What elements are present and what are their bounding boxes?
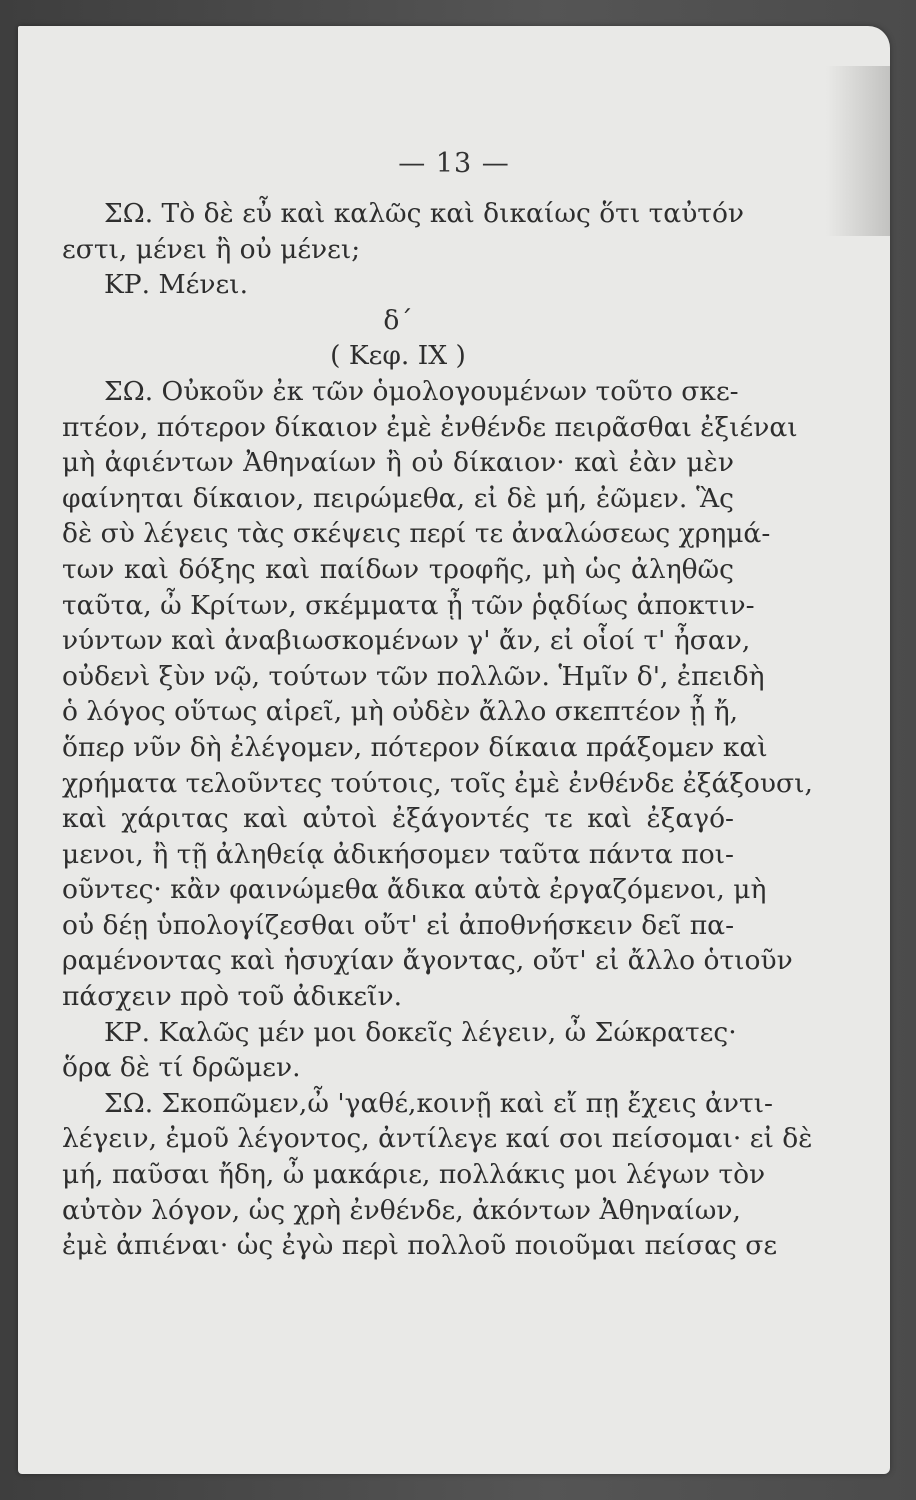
text-line: ΣΩ. Τὸ δὲ εὖ καὶ καλῶς καὶ δικαίως ὅτι ταὐτόν (104, 198, 745, 229)
text-line: ΣΩ. Σκοπῶμεν,ὦ 'γαθέ,κοινῇ καὶ εἴ πῃ ἔχεις ἀντι- (104, 1087, 773, 1119)
text-line: πτέον, πότερον δίκαιον ἐμὲ ἐνθένδε πειρᾶσθαι ἐξιέναι (62, 411, 798, 443)
text-line: αὐτὸν λόγον, ὡς χρὴ ἐνθένδε, ἀκόντων Ἀθηναίων, (62, 1194, 741, 1226)
text-line: ὁ λόγος οὕτως αἱρεῖ, μὴ οὐδὲν ἄλλο σκεπτέον ᾖ ἤ, (62, 696, 739, 728)
text-line: ΚΡ. Μένει. (104, 269, 248, 301)
text-line: μὴ ἀφιέντων Ἀθηναίων ἢ οὐ δίκαιον· καὶ ἐὰν μὲν (62, 447, 734, 479)
text-line: οὐ δέῃ ὑπολογίζεσθαι οὔτ' εἰ ἀποθνήσκειν δεῖ πα- (62, 909, 735, 941)
text-line: ὅπερ νῦν δὴ ἐλέγομεν, πότερον δίκαια πράξομεν καὶ (62, 731, 768, 763)
page-text (62, 196, 813, 1264)
text-line: ἐμὲ ἀπιέναι· ὡς ἐγὼ περὶ πολλοῦ ποιοῦμαι πείσας σε (62, 1230, 778, 1262)
text-line: οὐδενὶ ξὺν νῷ, τούτων τῶν πολλῶν. Ἡμῖν δ', ἐπειδὴ (62, 660, 765, 692)
text-line: πάσχειν πρὸ τοῦ ἀδικεῖν. (62, 981, 403, 1013)
section-letter: δ΄ (383, 304, 413, 336)
page-number: — 13 — (398, 148, 510, 179)
text-line: καὶ χάριτας καὶ αὐτοὶ ἐξάγοντές τε καὶ ἐξαγό- (62, 803, 734, 835)
text-line: εστι, μένει ἢ οὐ μένει; (62, 233, 361, 265)
text-line: των καὶ δόξης καὶ παίδων τροφῆς, μὴ ὡς ἀληθῶς (62, 553, 734, 585)
book-page (18, 26, 890, 1474)
text-line: χρήματα τελοῦντες τούτοις, τοῖς ἐμὲ ἐνθένδε ἐξάξουσι, (62, 767, 813, 799)
text-line: μενοι, ἢ τῇ ἀληθείᾳ ἀδικήσομεν ταῦτα πάντα ποι- (62, 838, 734, 870)
text-line: νύντων καὶ ἀναβιωσκομένων γ' ἄν, εἰ οἷοί τ' ἦσαν, (62, 625, 751, 657)
text-line: οῦντες· κἂν φαινώμεθα ἄδικα αὐτὰ ἐργαζόμενοι, μὴ (62, 874, 767, 906)
text-line: φαίνηται δίκαιον, πειρώμεθα, εἰ δὲ μή, ἐῶμεν. Ἃς (62, 482, 734, 514)
text-line: λέγειν, ἐμοῦ λέγοντος, ἀντίλεγε καί σοι πείσομαι· εἰ δὲ (62, 1123, 813, 1155)
text-line: ὅρα δὲ τί δρῶμεν. (62, 1052, 301, 1084)
text-line: ραμένοντας καὶ ἡσυχίαν ἄγοντας, οὔτ' εἰ ἄλλο ὁτιοῦν (62, 945, 793, 977)
text-line: ταῦτα, ὦ Κρίτων, σκέμματα ᾖ τῶν ῥᾳδίως ἀποκτιν- (62, 589, 755, 621)
text-line: ΚΡ. Καλῶς μέν μοι δοκεῖς λέγειν, ὦ Σώκρατες· (104, 1016, 737, 1048)
text-line: μή, παῦσαι ἤδη, ὦ μακάριε, πολλάκις μοι λέγων τὸν (62, 1159, 766, 1191)
text-line: δὲ σὺ λέγεις τὰς σκέψεις περί τε ἀναλώσεως χρημά- (62, 518, 771, 550)
text-line: ΣΩ. Οὐκοῦν ἐκ τῶν ὁμολογουμένων τοῦτο σκε- (104, 375, 739, 407)
chapter-heading: ( Κεφ. IX ) (330, 340, 466, 372)
